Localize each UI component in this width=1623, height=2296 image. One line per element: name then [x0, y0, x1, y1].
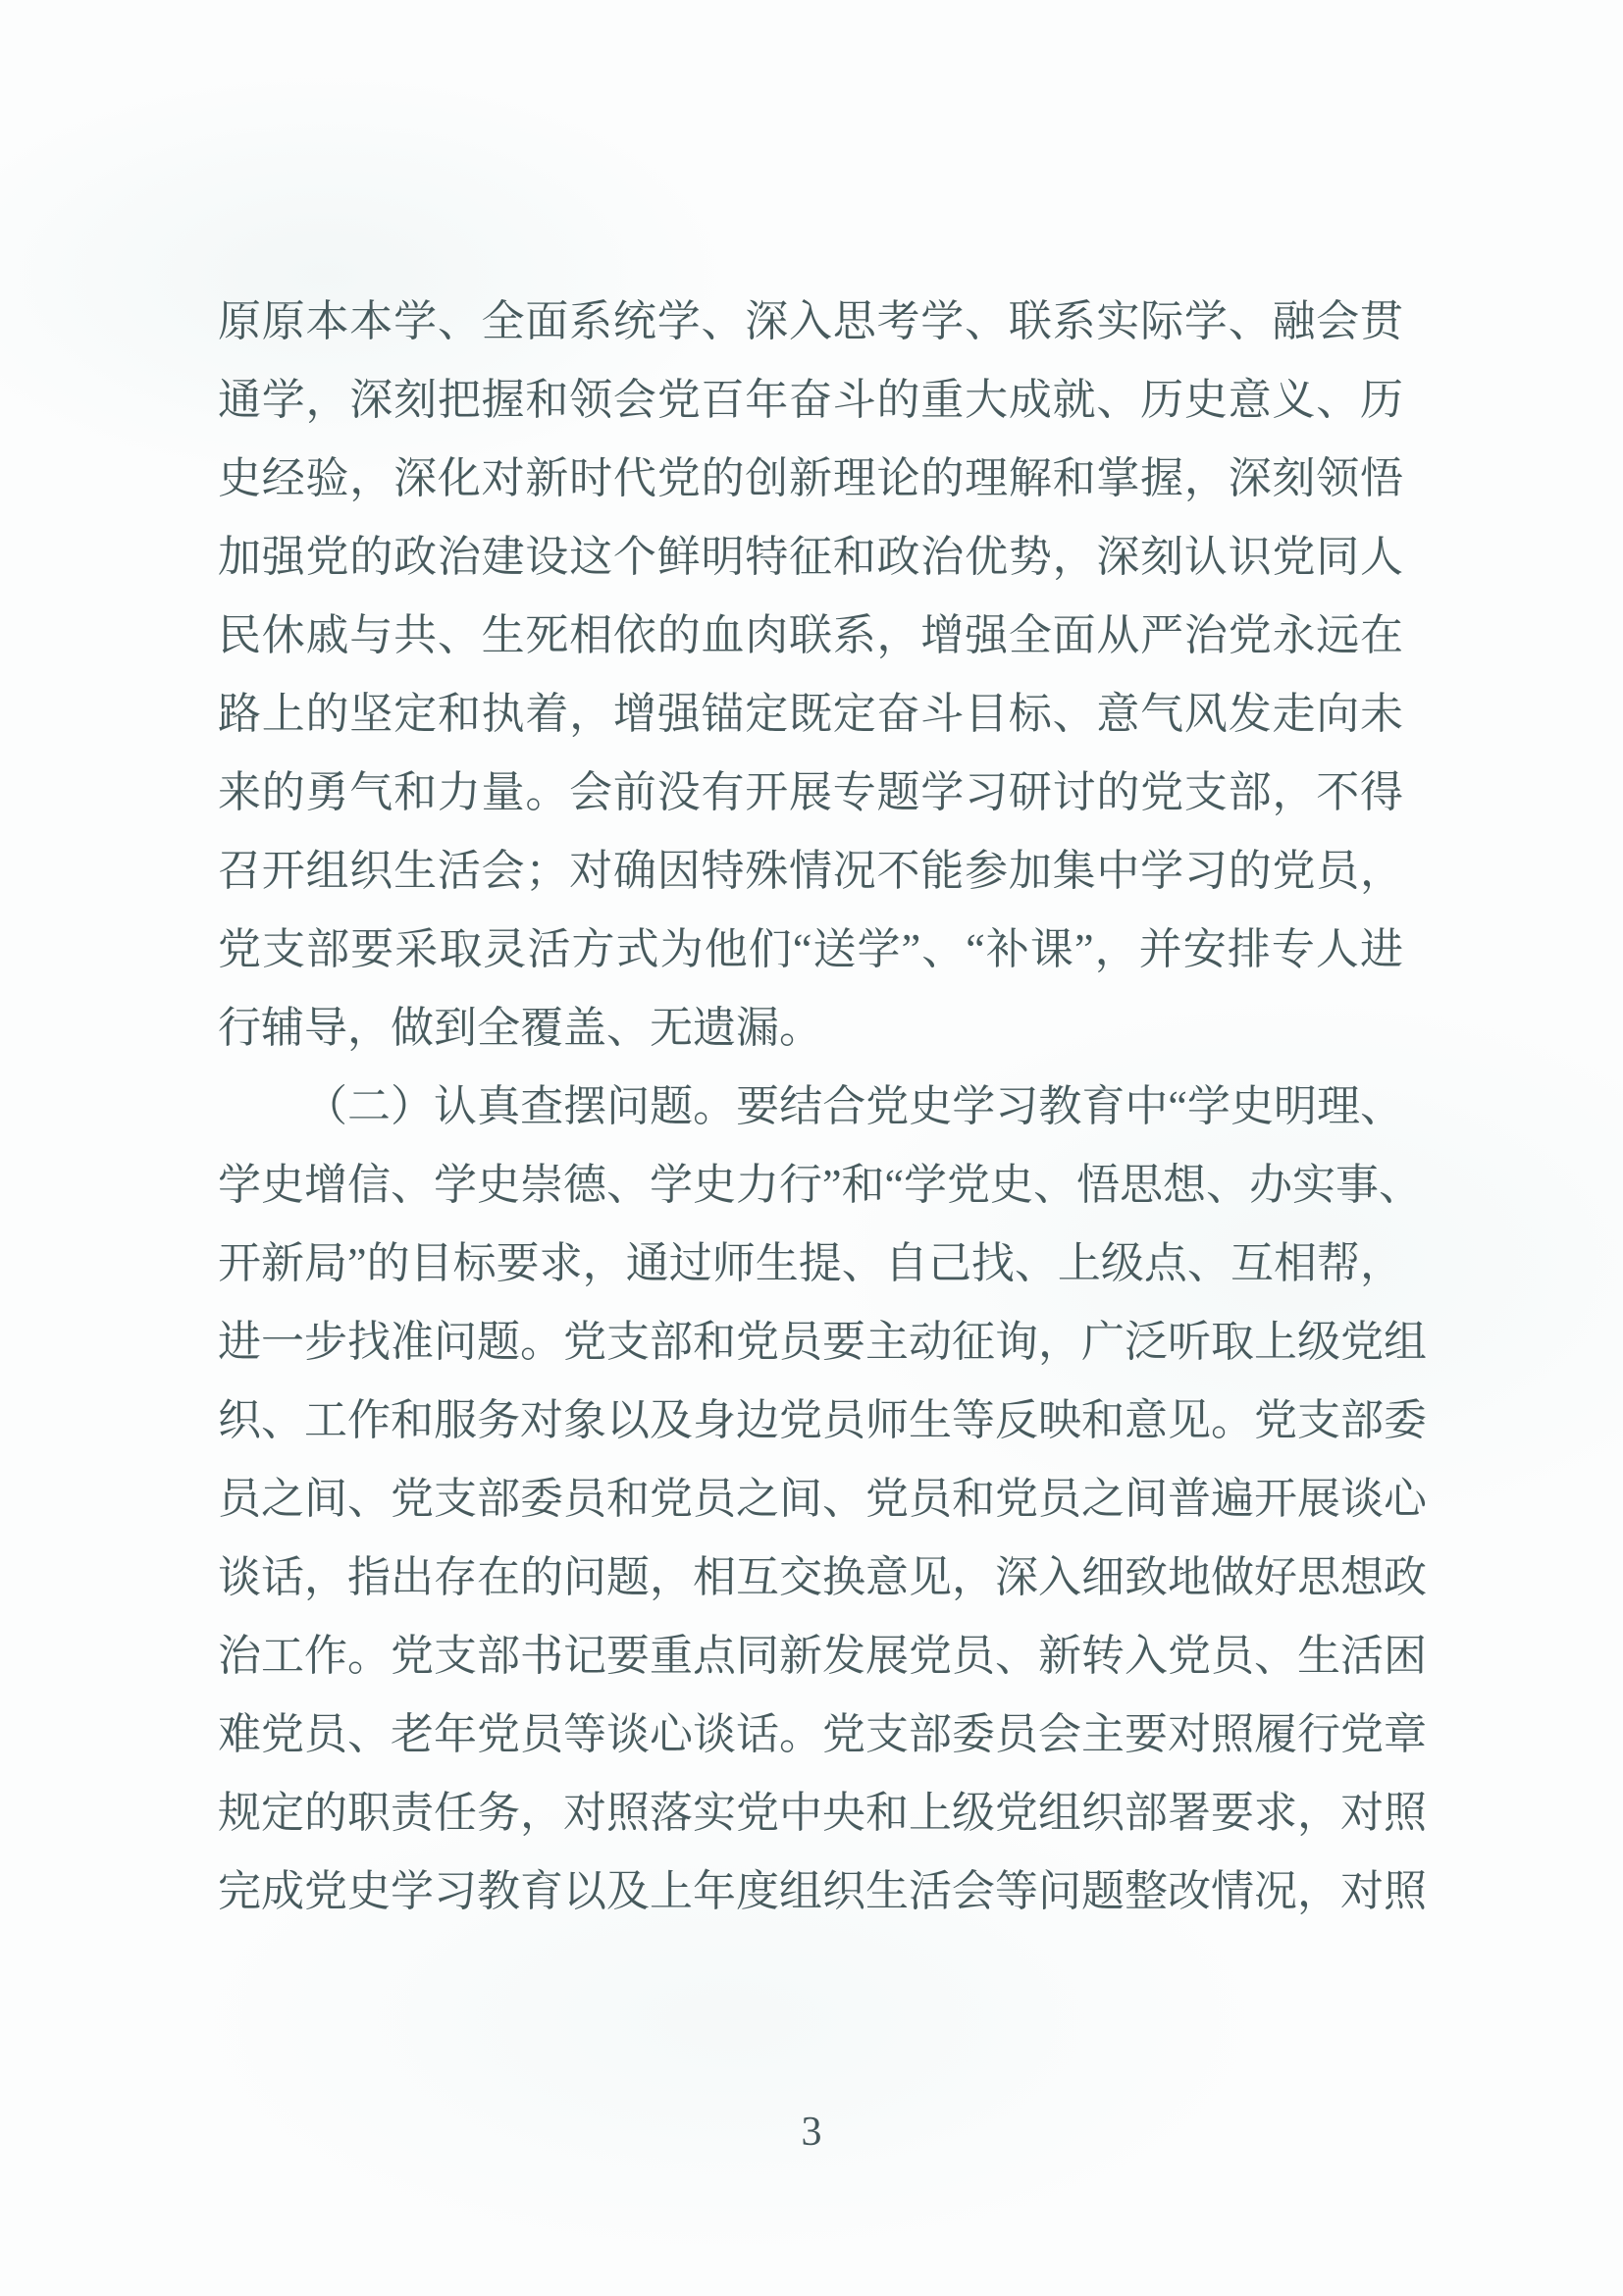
text-line: 完成党史学习教育以及上年度组织生活会等问题整改情况，对照	[218, 1867, 1427, 1915]
body-text	[218, 283, 1427, 1931]
page-number: 3	[801, 2110, 822, 2155]
text-line-paragraph-start: （二）认真查摆问题。要结合党史学习教育中“学史明理、	[304, 1082, 1403, 1130]
text-line: 进一步找准问题。党支部和党员要主动征询，广泛听取上级党组	[218, 1318, 1427, 1366]
text-line: 谈话，指出存在的问题，相互交换意见，深入细致地做好思想政	[218, 1553, 1427, 1601]
text-line: 原原本本学、全面系统学、深入思考学、联系实际学、融会贯	[218, 297, 1403, 345]
text-line: 通学，深刻把握和领会党百年奋斗的重大成就、历史意义、历	[218, 376, 1403, 424]
text-line: 学史增信、学史崇德、学史力行”和“学党史、悟思想、办实事、	[218, 1161, 1423, 1209]
text-line: 开新局”的目标要求，通过师生提、自己找、上级点、互相帮，	[218, 1239, 1403, 1287]
text-line: 召开组织生活会；对确因特殊情况不能参加集中学习的党员，	[218, 847, 1403, 895]
text-line: 党支部要采取灵活方式为他们“送学”、“补课”，并安排专人进	[218, 925, 1403, 973]
text-line: 治工作。党支部书记要重点同新发展党员、新转入党员、生活困	[218, 1632, 1427, 1680]
text-line: 来的勇气和力量。会前没有开展专题学习研讨的党支部，不得	[218, 768, 1403, 816]
text-line: 民休戚与共、生死相依的血肉联系，增强全面从严治党永远在	[218, 611, 1403, 659]
text-line: 史经验，深化对新时代党的创新理论的理解和掌握，深刻领悟	[218, 454, 1403, 502]
text-line: 规定的职责任务，对照落实党中央和上级党组织部署要求，对照	[218, 1789, 1427, 1837]
text-line: 路上的坚定和执着，增强锚定既定奋斗目标、意气风发走向未	[218, 690, 1403, 738]
text-line: 难党员、老年党员等谈心谈话。党支部委员会主要对照履行党章	[218, 1710, 1427, 1758]
text-line: 加强党的政治建设这个鲜明特征和政治优势，深刻认识党同人	[218, 533, 1403, 581]
text-line: 员之间、党支部委员和党员之间、党员和党员之间普遍开展谈心	[218, 1475, 1427, 1523]
text-line: 织、工作和服务对象以及身边党员师生等反映和意见。党支部委	[218, 1396, 1427, 1444]
text-line: 行辅导，做到全覆盖、无遗漏。	[218, 1004, 822, 1052]
